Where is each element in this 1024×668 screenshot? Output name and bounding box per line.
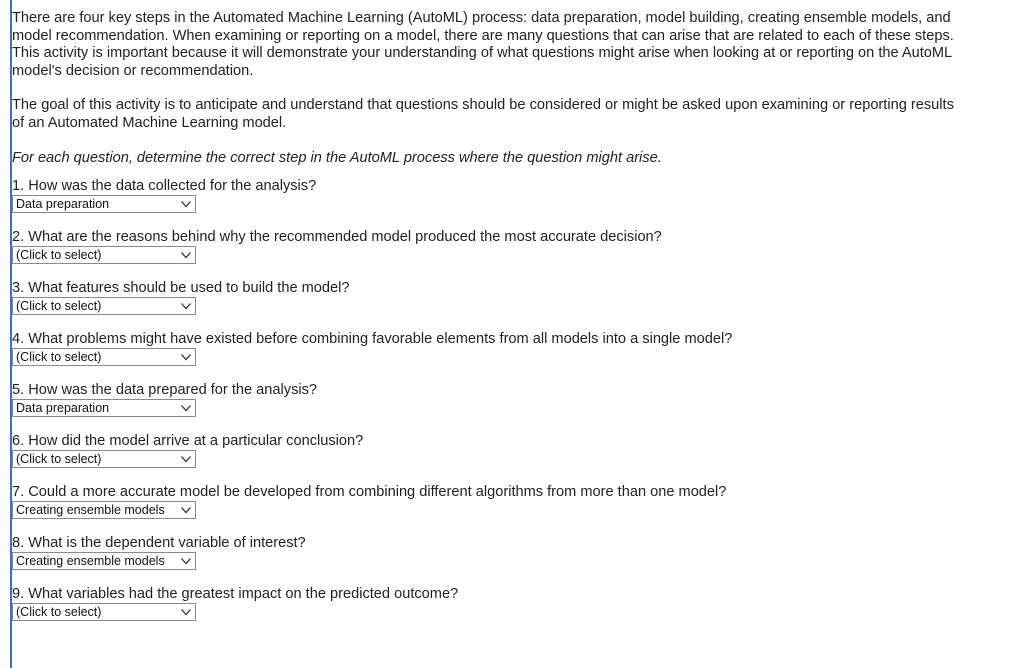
chevron-down-icon (180, 198, 192, 210)
step-select-4[interactable] (12, 348, 196, 366)
instruction-text: For each question, determine the correct step in the AutoML process where the question might arise. (12, 149, 662, 166)
step-select-9[interactable] (12, 603, 196, 621)
chevron-down-icon (180, 504, 192, 516)
question-text: 8. What is the dependent variable of interest? (12, 535, 306, 552)
select-value: (Click to select) (16, 452, 102, 467)
question-6 (12, 432, 957, 468)
question-text: 3. What features should be used to build the model? (12, 280, 350, 297)
select-value: (Click to select) (16, 248, 102, 263)
question-4 (12, 330, 957, 366)
step-select-7[interactable] (12, 501, 196, 519)
question-7 (12, 483, 957, 519)
step-select-5[interactable] (12, 399, 196, 417)
intro-paragraph: There are four key steps in the Automated Machine Learning (AutoML) process: data preparation, model building, creating ensemble models, and model recommendation. When examining or reporting on a model, there are many questions that can arise that are related to each of these steps. This activity is important because it will demonstrate your understanding of what questions might arise when looking at or reporting on the AutoML model's decision or recommendation. (12, 10, 954, 79)
chevron-down-icon (180, 402, 192, 414)
question-9 (12, 585, 957, 621)
activity-content (12, 10, 957, 636)
chevron-down-icon (180, 300, 192, 312)
question-3 (12, 279, 957, 315)
question-text: 4. What problems might have existed before combining favorable elements from all models into a single model? (12, 331, 733, 348)
chevron-down-icon (180, 351, 192, 363)
chevron-down-icon (180, 453, 192, 465)
question-1 (12, 177, 957, 213)
question-2 (12, 228, 957, 264)
question-text: 1. How was the data collected for the analysis? (12, 178, 317, 195)
question-5 (12, 381, 957, 417)
question-text: 7. Could a more accurate model be developed from combining different algorithms from more than one model? (12, 484, 727, 501)
chevron-down-icon (180, 249, 192, 261)
question-text: 6. How did the model arrive at a particular conclusion? (12, 433, 364, 450)
question-text: 2. What are the reasons behind why the recommended model produced the most accurate decision? (12, 229, 662, 246)
step-select-3[interactable] (12, 297, 196, 315)
chevron-down-icon (180, 606, 192, 618)
select-value: Data preparation (16, 401, 110, 416)
select-value: (Click to select) (16, 350, 102, 365)
select-value: Creating ensemble models (16, 554, 165, 569)
select-value: (Click to select) (16, 299, 102, 314)
question-text: 9. What variables had the greatest impact on the predicted outcome? (12, 586, 459, 603)
question-text: 5. How was the data prepared for the analysis? (12, 382, 318, 399)
select-value: Data preparation (16, 197, 110, 212)
select-value: Creating ensemble models (16, 503, 165, 518)
chevron-down-icon (180, 555, 192, 567)
step-select-1[interactable] (12, 195, 196, 213)
step-select-8[interactable] (12, 552, 196, 570)
step-select-6[interactable] (12, 450, 196, 468)
question-8 (12, 534, 957, 570)
select-value: (Click to select) (16, 605, 102, 620)
step-select-2[interactable] (12, 246, 196, 264)
goal-paragraph: The goal of this activity is to anticipate and understand that questions should be considered or might be asked upon examining or reporting results of an Automated Machine Learning model. (12, 97, 954, 131)
